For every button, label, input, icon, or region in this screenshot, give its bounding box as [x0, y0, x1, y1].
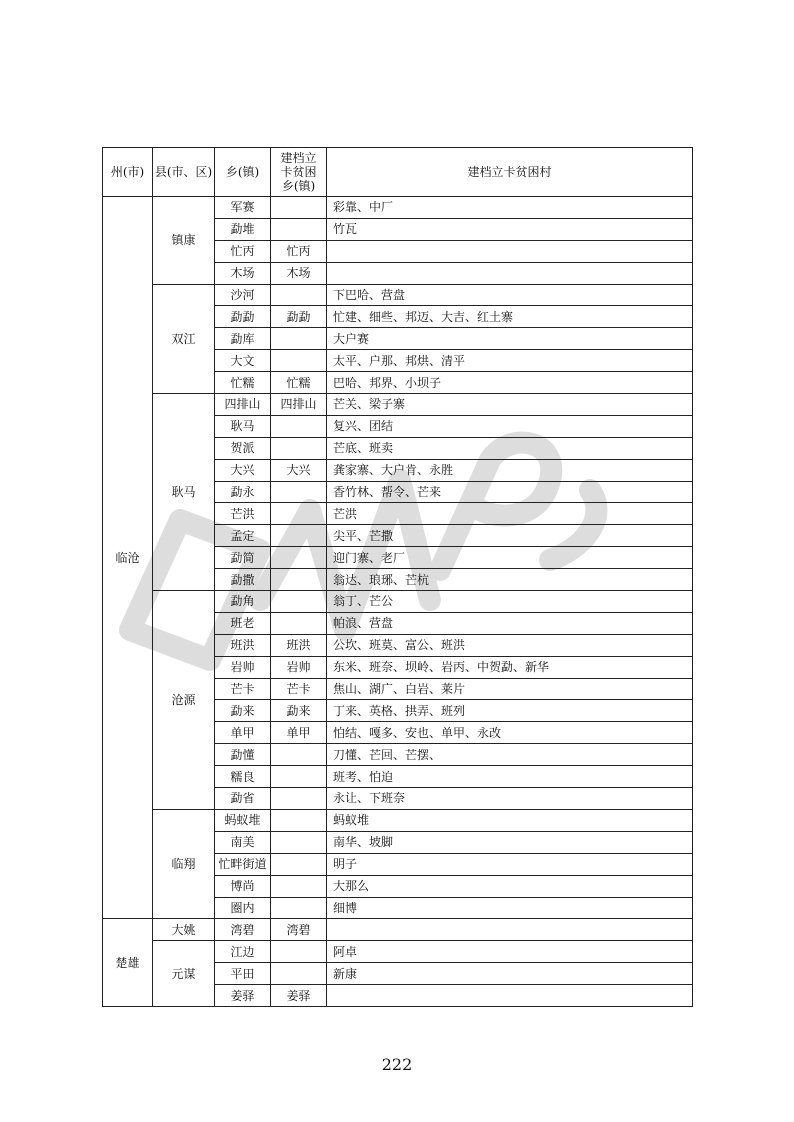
poor-villages-cell: 下巴哈、营盘	[327, 284, 693, 306]
poor-villages-cell: 彩靠、中厂	[327, 197, 693, 219]
township-cell: 忙糯	[215, 372, 271, 394]
poor-township-cell: 勐来	[271, 700, 327, 722]
county-cell: 大姚	[153, 919, 215, 941]
township-cell: 勐永	[215, 481, 271, 503]
poor-township-cell	[271, 744, 327, 766]
poor-township-cell	[271, 569, 327, 591]
township-cell: 勐勐	[215, 306, 271, 328]
poor-villages-cell: 班考、怕迫	[327, 766, 693, 788]
table-row	[103, 941, 693, 963]
poor-township-cell	[271, 941, 327, 963]
township-cell: 芒洪	[215, 503, 271, 525]
poor-township-cell: 忙丙	[271, 240, 327, 262]
poor-villages-cell: 迎门寨、老厂	[327, 547, 693, 569]
township-cell: 姜驿	[215, 985, 271, 1007]
township-cell: 孟定	[215, 525, 271, 547]
township-cell: 芒卡	[215, 678, 271, 700]
township-cell: 平田	[215, 963, 271, 985]
poor-township-cell	[271, 612, 327, 634]
county-cell: 元谋	[153, 941, 215, 1007]
header-poor-township	[271, 148, 327, 197]
poor-township-cell	[271, 897, 327, 919]
poor-township-cell: 木场	[271, 262, 327, 284]
township-cell: 勐角	[215, 591, 271, 613]
poor-villages-cell: 细博	[327, 897, 693, 919]
header-prefecture: 州(市)	[103, 148, 153, 197]
poor-township-cell	[271, 853, 327, 875]
poor-township-cell: 四排山	[271, 394, 327, 416]
township-cell: 勐省	[215, 788, 271, 810]
poor-township-cell: 湾碧	[271, 919, 327, 941]
poor-villages-cell: 芒洪	[327, 503, 693, 525]
poor-township-cell	[271, 415, 327, 437]
county-cell: 临翔	[153, 809, 215, 918]
county-cell: 沧源	[153, 591, 215, 810]
poor-township-cell	[271, 218, 327, 240]
township-cell: 圈内	[215, 897, 271, 919]
poor-villages-cell	[327, 262, 693, 284]
poor-township-cell: 岩帅	[271, 656, 327, 678]
township-cell: 博尚	[215, 875, 271, 897]
poor-township-cell: 勐勐	[271, 306, 327, 328]
poor-villages-cell: 新康	[327, 963, 693, 985]
table-row	[103, 197, 693, 219]
page-number: 222	[381, 1055, 413, 1074]
poor-villages-cell: 丁来、英格、拱弄、班列	[327, 700, 693, 722]
poor-villages-cell: 怕结、嘎多、安也、单甲、永改	[327, 722, 693, 744]
header-township: 乡(镇)	[215, 148, 271, 197]
poor-township-cell	[271, 197, 327, 219]
header-poor-township-line2: 卡贫困	[280, 165, 317, 179]
header-poor-villages: 建档立卡贫困村	[327, 148, 693, 197]
township-cell: 四排山	[215, 394, 271, 416]
header-county: 县(市、区)	[153, 148, 215, 197]
poor-villages-cell: 复兴、团结	[327, 415, 693, 437]
table-row	[103, 394, 693, 416]
township-cell: 南美	[215, 831, 271, 853]
header-poor-township-line3: 乡(镇)	[281, 179, 316, 193]
table-row	[103, 919, 693, 941]
table-header-row	[103, 148, 693, 197]
township-cell: 勐堆	[215, 218, 271, 240]
township-cell: 军赛	[215, 197, 271, 219]
township-cell: 勐懂	[215, 744, 271, 766]
poor-villages-cell	[327, 919, 693, 941]
poor-villages-cell: 蚂蚁堆	[327, 809, 693, 831]
poor-villages-cell: 芒关、梁子寨	[327, 394, 693, 416]
poverty-table	[102, 147, 693, 1007]
township-cell: 蚂蚁堆	[215, 809, 271, 831]
poor-villages-cell: 东米、班奈、坝岭、岩丙、中贺勐、新华	[327, 656, 693, 678]
township-cell: 糯良	[215, 766, 271, 788]
poor-villages-cell: 龚家寨、大户肯、永胜	[327, 459, 693, 481]
poor-villages-cell: 巴哈、邦界、小坝子	[327, 372, 693, 394]
poor-villages-cell: 大那么	[327, 875, 693, 897]
poor-villages-cell: 翁达、琅琊、芒杭	[327, 569, 693, 591]
county-cell: 双江	[153, 284, 215, 393]
poor-villages-cell: 刀懂、芒回、芒摆、	[327, 744, 693, 766]
poor-township-cell	[271, 525, 327, 547]
township-cell: 单甲	[215, 722, 271, 744]
township-cell: 木场	[215, 262, 271, 284]
poor-township-cell	[271, 831, 327, 853]
township-cell: 贺派	[215, 437, 271, 459]
township-cell: 忙丙	[215, 240, 271, 262]
poor-villages-cell: 香竹林、帮令、芒来	[327, 481, 693, 503]
prefecture-cell: 楚雄	[103, 919, 153, 1007]
table-row	[103, 591, 693, 613]
poor-villages-cell: 太平、户那、邦烘、清平	[327, 350, 693, 372]
poor-villages-cell	[327, 985, 693, 1007]
prefecture-cell: 临沧	[103, 197, 153, 919]
township-cell: 勐撒	[215, 569, 271, 591]
township-cell: 勐库	[215, 328, 271, 350]
poor-township-cell: 姜驿	[271, 985, 327, 1007]
poor-villages-cell	[327, 240, 693, 262]
poor-villages-cell: 芒底、班卖	[327, 437, 693, 459]
township-cell: 耿马	[215, 415, 271, 437]
township-cell: 班洪	[215, 634, 271, 656]
poor-villages-cell: 帕浪、营盘	[327, 612, 693, 634]
poor-township-cell: 单甲	[271, 722, 327, 744]
poor-township-cell	[271, 875, 327, 897]
poor-township-cell	[271, 766, 327, 788]
township-cell: 班老	[215, 612, 271, 634]
header-poor-township-line1: 建档立	[280, 151, 317, 165]
poor-township-cell: 忙糯	[271, 372, 327, 394]
poor-villages-cell: 翁丁、芒公	[327, 591, 693, 613]
poor-villages-cell: 阿卓	[327, 941, 693, 963]
poor-villages-cell: 明子	[327, 853, 693, 875]
township-cell: 江边	[215, 941, 271, 963]
township-cell: 勐简	[215, 547, 271, 569]
poor-villages-cell: 焦山、湖广、白岩、莱片	[327, 678, 693, 700]
township-cell: 大文	[215, 350, 271, 372]
poor-township-cell: 班洪	[271, 634, 327, 656]
poor-township-cell	[271, 503, 327, 525]
poor-villages-cell: 忙建、细些、邦迈、大吉、红土寨	[327, 306, 693, 328]
township-cell: 大兴	[215, 459, 271, 481]
poor-township-cell	[271, 809, 327, 831]
township-cell: 勐来	[215, 700, 271, 722]
poor-township-cell	[271, 481, 327, 503]
poor-villages-cell: 大户赛	[327, 328, 693, 350]
table-row	[103, 284, 693, 306]
table-body	[103, 197, 693, 1007]
county-cell: 镇康	[153, 197, 215, 285]
township-cell: 岩帅	[215, 656, 271, 678]
poor-township-cell	[271, 328, 327, 350]
poor-villages-cell: 尖平、芒撒	[327, 525, 693, 547]
poor-township-cell	[271, 284, 327, 306]
poor-township-cell	[271, 547, 327, 569]
table-row	[103, 809, 693, 831]
poor-township-cell	[271, 350, 327, 372]
township-cell: 忙畔街道	[215, 853, 271, 875]
poor-villages-cell: 南华、坡脚	[327, 831, 693, 853]
poor-township-cell: 芒卡	[271, 678, 327, 700]
poor-township-cell	[271, 788, 327, 810]
township-cell: 沙河	[215, 284, 271, 306]
poor-villages-cell: 公坎、班莫、富公、班洪	[327, 634, 693, 656]
township-cell: 湾碧	[215, 919, 271, 941]
county-cell: 耿马	[153, 394, 215, 591]
poor-villages-cell: 永让、下班奈	[327, 788, 693, 810]
poor-villages-cell: 竹瓦	[327, 218, 693, 240]
poor-township-cell	[271, 437, 327, 459]
poor-township-cell: 大兴	[271, 459, 327, 481]
poor-township-cell	[271, 591, 327, 613]
poor-township-cell	[271, 963, 327, 985]
